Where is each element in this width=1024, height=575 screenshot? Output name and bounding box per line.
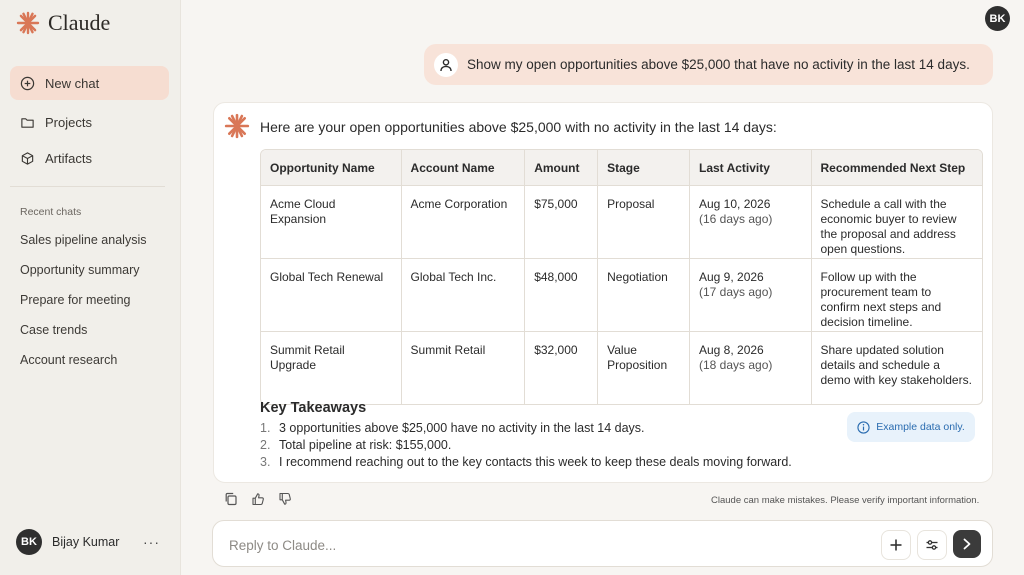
recent-chat-item[interactable]: Sales pipeline analysis xyxy=(20,233,147,247)
list-text: I recommend reaching out to the key contacts this week to keep these deals moving forward. xyxy=(279,455,792,469)
thumbs-up-icon[interactable] xyxy=(251,492,265,506)
last-activity-ago: (18 days ago) xyxy=(699,358,773,372)
send-button[interactable] xyxy=(953,530,981,558)
plus-icon xyxy=(889,538,903,552)
amount: $75,000 xyxy=(525,185,598,258)
last-activity xyxy=(690,331,812,404)
user-profile[interactable] xyxy=(16,529,119,555)
response-actions xyxy=(224,492,292,506)
column-header: Account Name xyxy=(402,150,526,185)
assistant-response xyxy=(213,102,993,483)
recent-chat-item[interactable]: Opportunity summary xyxy=(20,263,140,277)
next-step: Share updated solution details and schedule a demo with key stakeholders. xyxy=(812,331,983,404)
last-activity xyxy=(690,258,812,331)
recent-chats-heading: Recent chats xyxy=(20,206,82,218)
opportunities-table xyxy=(260,149,983,405)
list-number: 2. xyxy=(260,438,271,452)
app-name: Claude xyxy=(48,10,111,35)
list-number: 1. xyxy=(260,421,271,435)
table-row xyxy=(261,258,982,331)
list-item xyxy=(260,455,792,472)
badge-text: Example data only. xyxy=(876,421,965,433)
last-activity-date: Aug 9, 2026 xyxy=(699,270,764,284)
sidebar-item-label: Projects xyxy=(45,114,92,130)
sidebar-item-projects[interactable] xyxy=(10,105,169,139)
user-name: Bijay Kumar xyxy=(52,535,120,549)
folder-icon xyxy=(20,115,35,130)
new-chat-button[interactable] xyxy=(10,66,169,100)
sidebar xyxy=(0,0,181,575)
claude-logo-icon xyxy=(16,11,40,35)
composer xyxy=(212,520,993,567)
recent-chat-item[interactable]: Prepare for meeting xyxy=(20,293,131,307)
account-avatar[interactable]: BK xyxy=(985,6,1010,31)
column-header: Stage xyxy=(598,150,690,185)
more-options-button[interactable]: ··· xyxy=(143,534,160,550)
assistant-intro: Here are your open opportunities above $25,000 with no activity in the last 14 days: xyxy=(260,119,777,135)
last-activity xyxy=(690,185,812,258)
example-data-badge xyxy=(847,412,975,442)
opportunity-name: Acme Cloud Expansion xyxy=(261,185,402,258)
account-name: Summit Retail xyxy=(402,331,526,404)
options-button[interactable] xyxy=(917,530,947,560)
opportunity-name: Global Tech Renewal xyxy=(261,258,402,331)
next-step: Schedule a call with the economic buyer to review the proposal and address open questions. xyxy=(812,185,983,258)
last-activity-ago: (17 days ago) xyxy=(699,285,773,299)
amount: $48,000 xyxy=(525,258,598,331)
stage: Proposal xyxy=(598,185,690,258)
column-header: Opportunity Name xyxy=(261,150,402,185)
table-row xyxy=(261,185,982,258)
last-activity-date: Aug 8, 2026 xyxy=(699,343,764,357)
column-header: Amount xyxy=(525,150,598,185)
new-chat-label: New chat xyxy=(45,75,100,91)
thumbs-down-icon[interactable] xyxy=(278,492,292,506)
account-name: Acme Corporation xyxy=(402,185,526,258)
key-takeaways-list xyxy=(260,421,792,472)
add-button[interactable] xyxy=(881,530,911,560)
recent-chat-item[interactable]: Account research xyxy=(20,353,118,367)
disclaimer: Claude can make mistakes. Please verify important information. xyxy=(711,495,980,506)
amount: $32,000 xyxy=(525,331,598,404)
sidebar-item-artifacts[interactable] xyxy=(10,141,169,175)
plus-circle-icon xyxy=(20,76,35,91)
user-message xyxy=(424,44,993,85)
opportunity-name: Summit Retail Upgrade xyxy=(261,331,402,404)
next-step: Follow up with the procurement team to confirm next steps and decision timeline. xyxy=(812,258,983,331)
list-text: 3 opportunities above $25,000 have no activity in the last 14 days. xyxy=(279,421,645,435)
user-icon xyxy=(434,53,458,77)
copy-icon[interactable] xyxy=(224,492,238,506)
list-item xyxy=(260,438,792,455)
recent-chat-item[interactable]: Case trends xyxy=(20,323,88,337)
stage: Value Proposition xyxy=(598,331,690,404)
send-arrow-icon xyxy=(961,538,973,550)
table-row xyxy=(261,331,982,404)
list-number: 3. xyxy=(260,455,271,469)
last-activity-date: Aug 10, 2026 xyxy=(699,197,771,211)
info-icon xyxy=(857,421,870,434)
list-item xyxy=(260,421,792,438)
user-message-text: Show my open opportunities above $25,000 that have no activity in the last 14 days. xyxy=(467,57,970,72)
stage: Negotiation xyxy=(598,258,690,331)
sliders-icon xyxy=(925,538,939,552)
reply-input[interactable] xyxy=(227,533,831,557)
column-header: Recommended Next Step xyxy=(812,150,983,185)
last-activity-ago: (16 days ago) xyxy=(699,212,773,226)
avatar: BK xyxy=(16,529,42,555)
key-takeaways-heading: Key Takeaways xyxy=(260,400,367,416)
list-text: Total pipeline at risk: $155,000. xyxy=(279,438,452,452)
sidebar-item-label: Artifacts xyxy=(45,150,92,166)
logo[interactable] xyxy=(16,10,110,36)
claude-avatar-icon xyxy=(224,113,250,139)
artifacts-icon xyxy=(20,151,35,166)
account-name: Global Tech Inc. xyxy=(402,258,526,331)
column-header: Last Activity xyxy=(690,150,812,185)
sidebar-divider xyxy=(10,186,165,187)
